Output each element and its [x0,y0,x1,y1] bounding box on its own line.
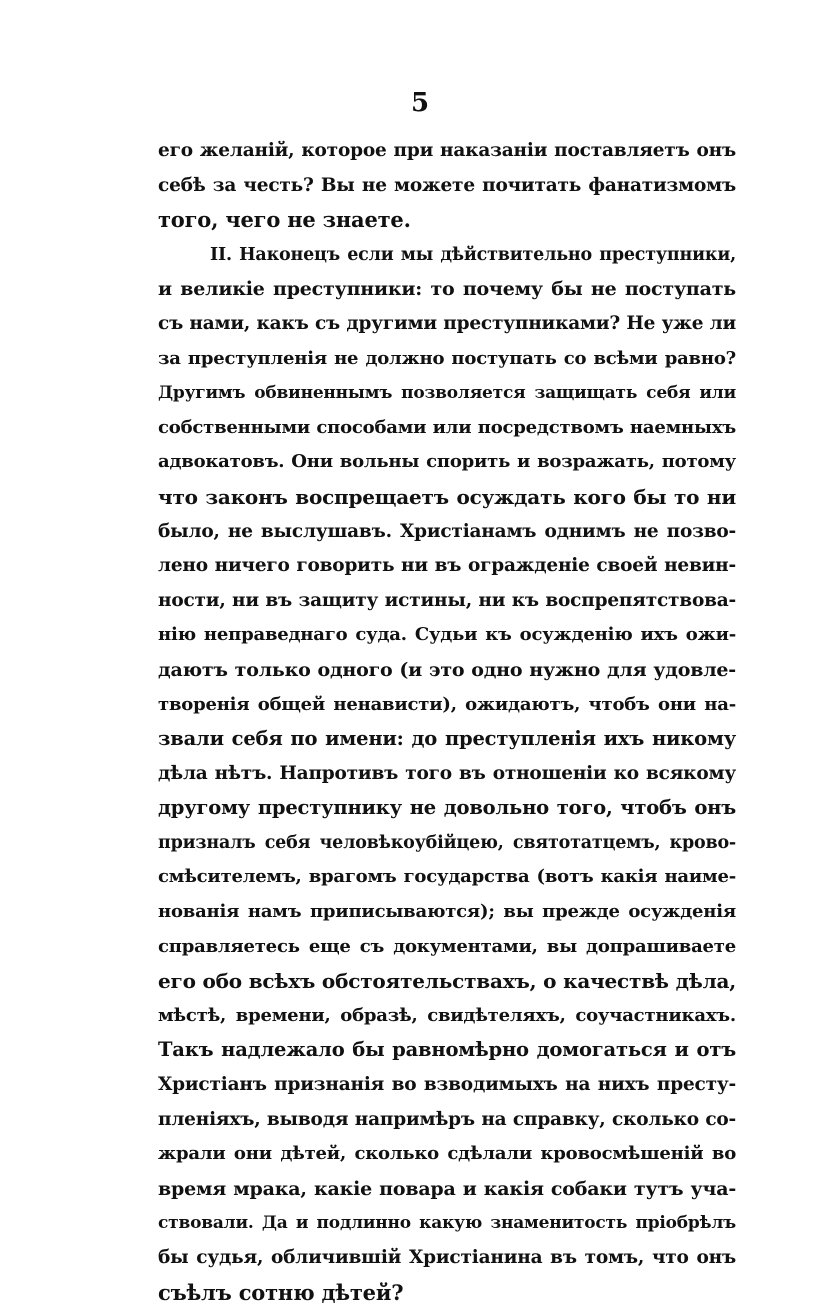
text-line: его обо всѣхъ обстоятельствахъ, о качествѣ дѣла, [158,969,736,994]
text-line: его желаній, которое при наказаніи поставляетъ онъ [158,140,736,161]
text-line: лено ничего говорить ни въ огражденіе своей невин- [158,555,736,577]
text-line: звали себя по имени: до преступленія ихъ никому [158,727,736,751]
text-line: Другимъ обвиненнымъ позволяется защищать себя или [158,383,736,404]
text-line: себѣ за честь? Вы не можете почитать фанатизмомъ [158,174,736,196]
text-line: другому преступнику не довольно того, чтобъ онъ [158,796,736,820]
text-line: мѣстѣ, времени, образѣ, свидѣтеляхъ, соучастникахъ. [158,1004,736,1026]
text-line: съѣлъ сотню дѣтей? [158,1279,404,1305]
text-line: и великіе преступники: то почему бы не поступать [158,278,736,301]
page-number: 5 [410,88,430,118]
text-line: ствовали. Да и подлинно какую знаменитость пріобрѣлъ [158,1213,736,1234]
text-line: нованія намъ приписываются); вы прежде осужденія [158,901,736,923]
text-line: адвокатовъ. Они вольны спорить и возражать, потому [158,451,736,473]
text-line: время мрака, какіе повара и какія собаки тутъ уча- [158,1177,736,1200]
text-line: нію неправеднаго суда. Судьи къ осужденію ихъ ожи- [158,624,736,646]
text-line: творенія общей ненависти), ожидаютъ, чтобъ они на- [158,693,736,715]
text-line: того, чего не знаете. [158,207,411,233]
text-line: собственными способами или посредствомъ наемныхъ [158,416,736,438]
text-line: Такъ надлежало бы равномѣрно домогаться и отъ [158,1038,736,1062]
body-text [158,134,736,1310]
text-line: Христіанъ признанія во взводимыхъ на нихъ престу- [158,1074,736,1096]
text-line: справляетесь еще съ документами, вы допрашиваете [158,935,736,957]
text-line: даютъ только одного (и это одно нужно для удовле- [158,658,736,681]
text-line: дѣла нѣтъ. Напротивъ того въ отношеніи ко всякому [158,762,736,784]
text-line: смѣсителемъ, врагомъ государства (вотъ какія наиме- [158,866,736,888]
text-line: II. Наконецъ если мы дѣйствительно преступники, [210,244,736,265]
text-line: ности, ни въ защиту истины, ни къ воспрепятствова- [158,589,736,611]
text-line: пленіяхъ, выводя напримѣръ на справку, сколько со- [158,1108,736,1130]
text-line: что законъ воспрещаетъ осуждать кого бы то ни [158,484,736,509]
text-line: за преступленія не должно поступать со всѣми равно? [158,347,736,369]
text-line: жрали они дѣтей, сколько сдѣлали кровосмѣшеній во [158,1143,736,1165]
text-line: бы судья, обличившій Христіанина въ томъ, что онъ [158,1247,736,1268]
text-line: призналъ себя человѣкоубійцею, святотатцемъ, крово- [158,832,736,853]
text-line: было, не выслушавъ. Христіанамъ однимъ не позво- [158,520,736,542]
text-line: съ нами, какъ съ другими преступниками? Не уже ли [158,312,736,334]
